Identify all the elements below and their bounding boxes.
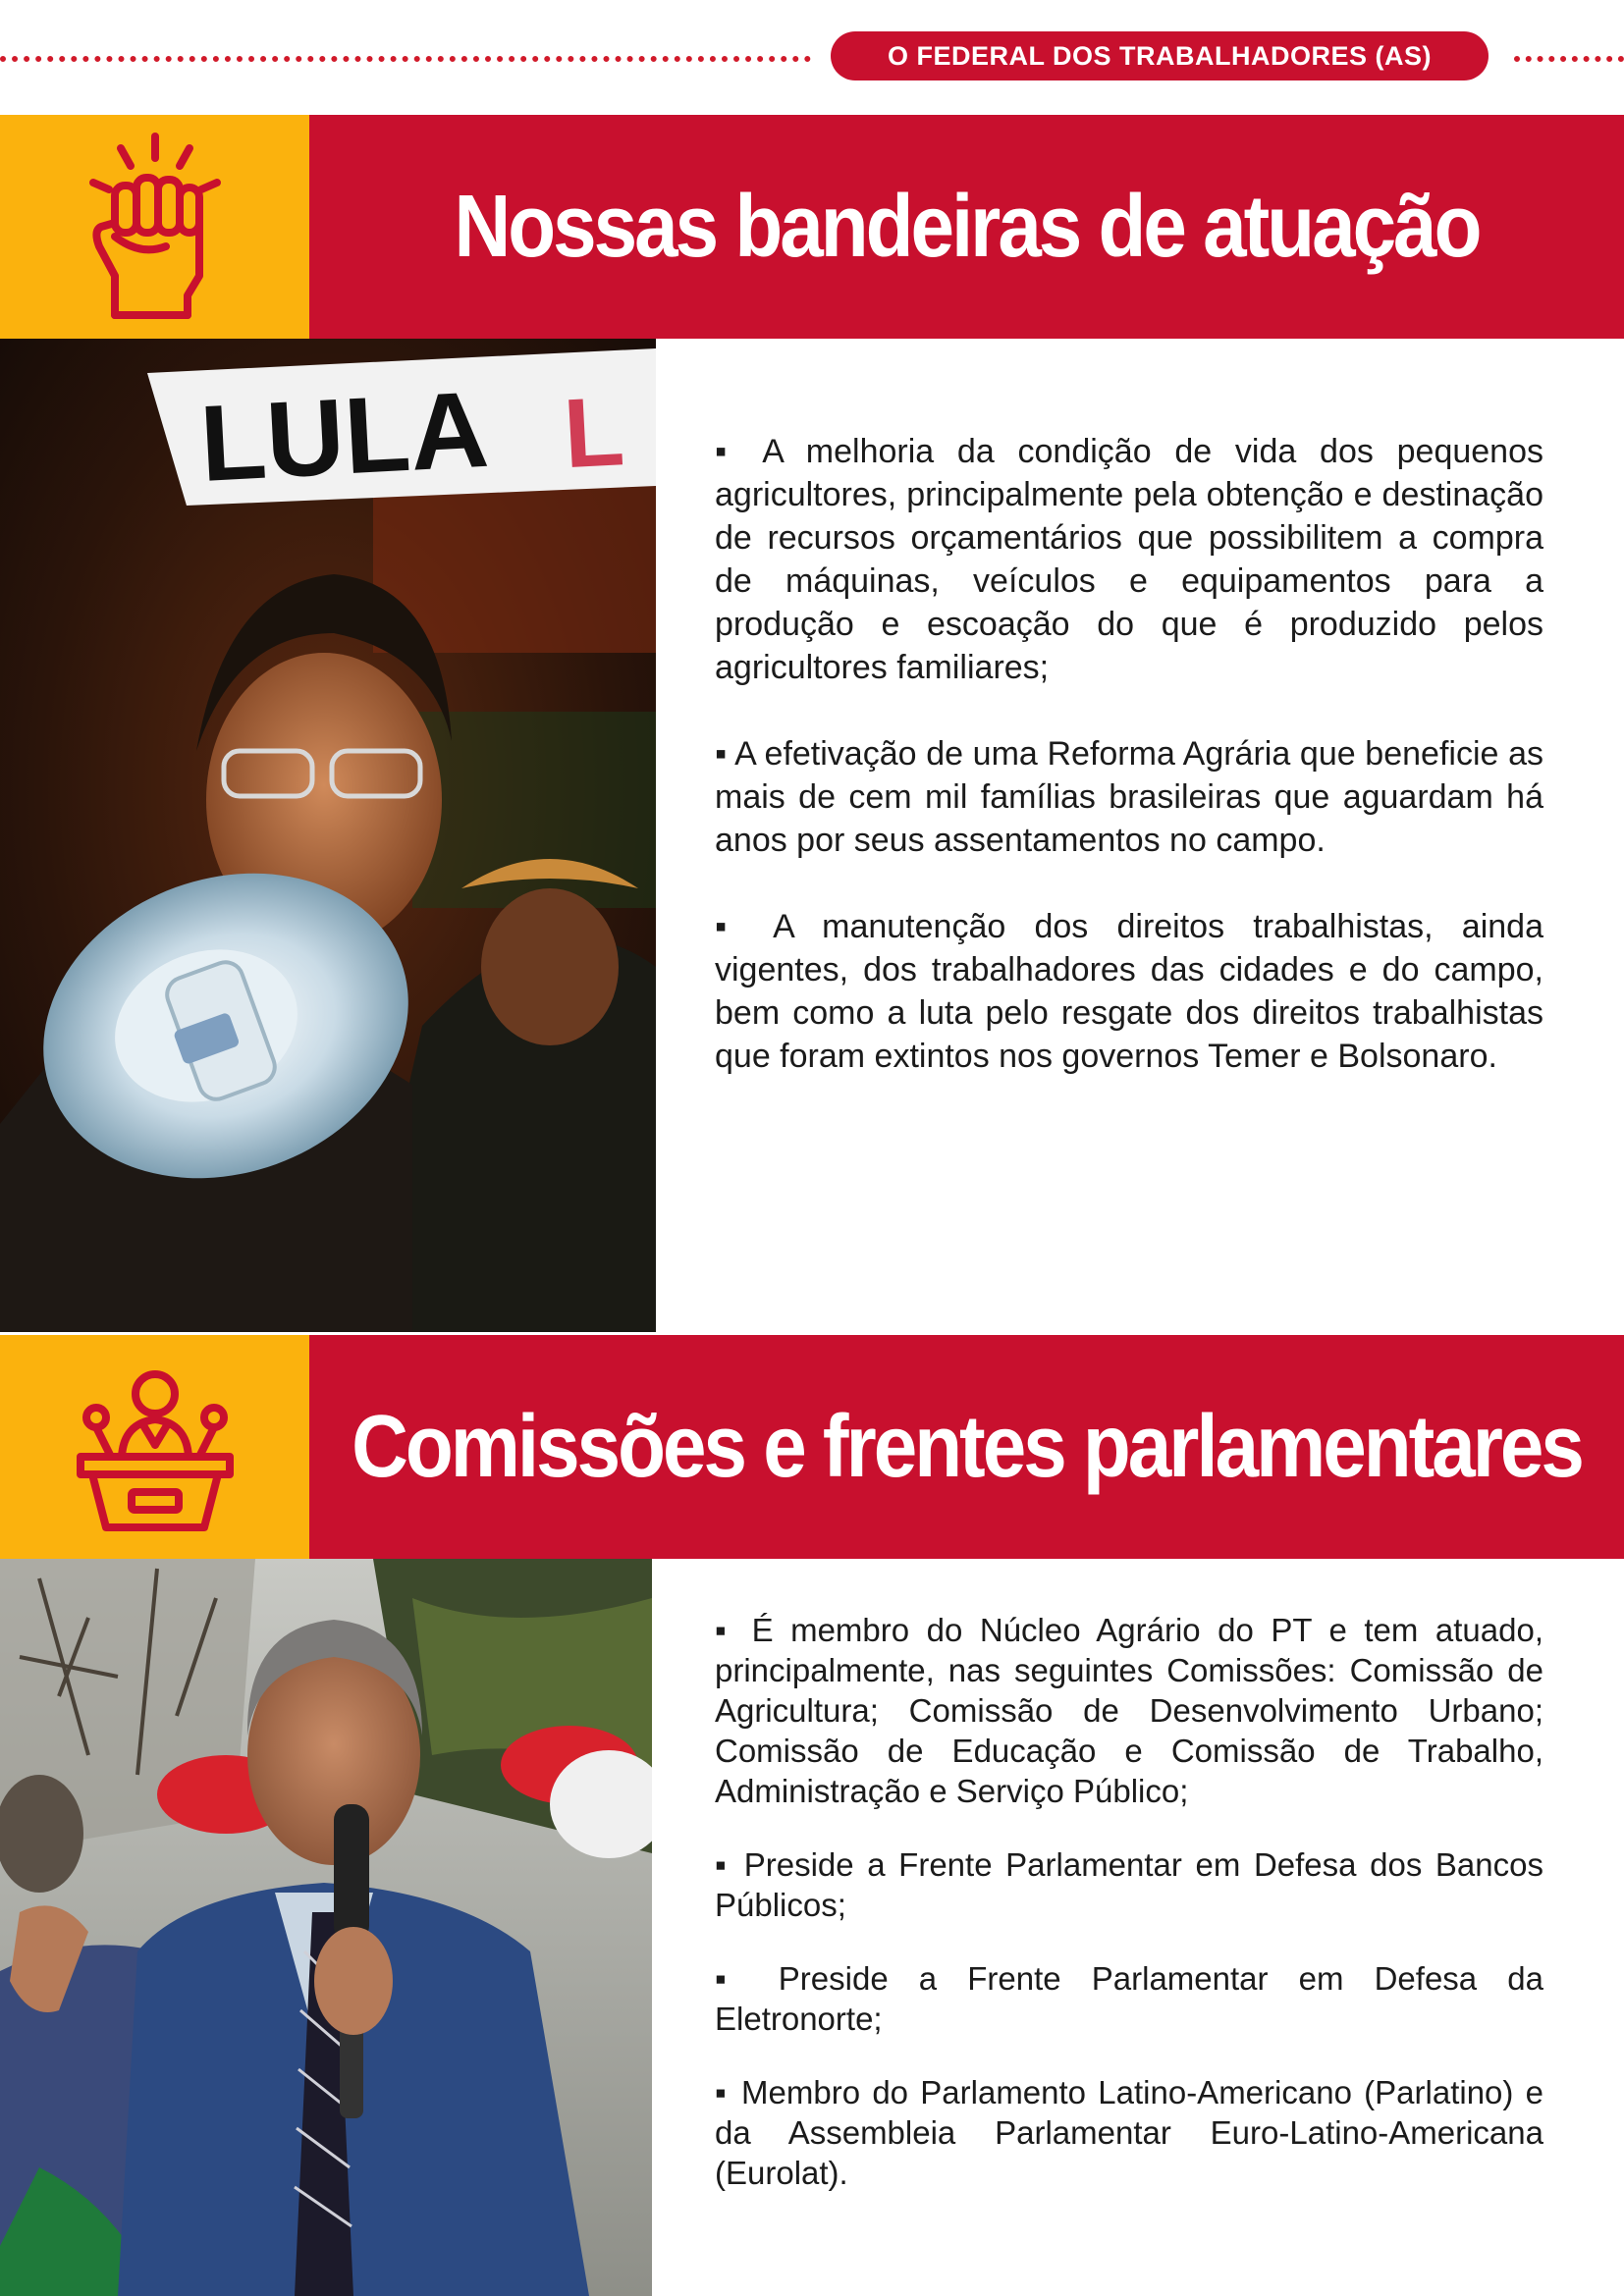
list-item: ▪ A melhoria da condição de vida dos pequenos agricultores, principalmente pela obtenção e destinação de recursos orçamentários que possibilitem a compra de máquinas, veículos e equipamentos para a produção e escoação do que é produzido pelos agricultores familiares; xyxy=(715,433,1543,686)
section1-photo xyxy=(0,339,656,1332)
publication-label: O FEDERAL DOS TRABALHADORES (AS) xyxy=(831,31,1489,80)
list-item: ▪ Preside a Frente Parlamentar em Defesa dos Bancos Públicos; xyxy=(715,1846,1543,1923)
section1-text xyxy=(715,430,1543,1078)
svg-text:L: L xyxy=(561,376,627,490)
list-item: ▪ A efetivação de uma Reforma Agrária que beneficie as mais de cem mil famílias brasileiras que aguardam há anos por seus assentamentos no campo. xyxy=(715,735,1543,859)
raised-fist-icon xyxy=(72,129,239,325)
section1-title-band xyxy=(0,115,1624,339)
list-item: ▪ Membro do Parlamento Latino-Americano (Parlatino) e da Assembleia Parlamentar Euro-Latino-Americana (Eurolat). xyxy=(715,2074,1543,2191)
section2-title-band xyxy=(0,1335,1624,1559)
section1-icon-box xyxy=(0,115,309,339)
section2-text xyxy=(715,1610,1543,2193)
section2-title: Comissões e frentes parlamentares xyxy=(352,1397,1582,1496)
list-item: ▪ É membro do Núcleo Agrário do PT e tem atuado, principalmente, nas seguintes Comissões: Comissão de Agricultura; Comissão de Desenvolvimento Urbano; Comissão de Educação e Comissão de Trabalho, Administração e Serviço Público; xyxy=(715,1612,1543,1809)
section2-photo xyxy=(0,1559,652,2296)
speaker-podium-icon xyxy=(67,1359,244,1535)
header-dots-right xyxy=(1514,56,1624,62)
lula-sign-text: LULA xyxy=(196,368,492,505)
list-item: ▪ Preside a Frente Parlamentar em Defesa da Eletronorte; xyxy=(715,1960,1543,2037)
section1-title: Nossas bandeiras de atuação xyxy=(454,177,1480,276)
header-dots-left xyxy=(0,56,811,62)
list-item: ▪ A manutenção dos direitos trabalhistas, ainda vigentes, dos trabalhadores das cidades e do campo, bem como a luta pelo resgate dos direitos trabalhistas que foram extintos nos governos Temer e Bolsonaro. xyxy=(715,908,1543,1075)
section2-icon-box xyxy=(0,1335,309,1559)
